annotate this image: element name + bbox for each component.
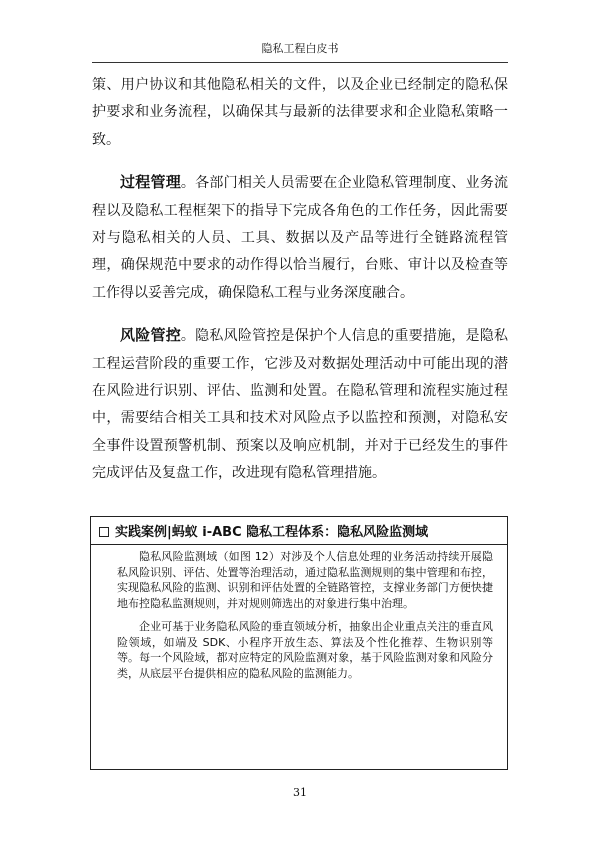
page-number: 31 [293, 786, 307, 799]
case-study-paragraph: 企业可基于业务隐私风险的垂直领域分析，抽象出企业重点关注的垂直风险领域，如端及 SDK、小程序开放生态、算法及个性化推荐、生物识别等等。每一个风险域，都对应特定的风险监测对象，基于风险监测对象和风险分类，从底层平台提供相应的隐私风险的监测能力。 [117, 620, 493, 680]
paragraph-text: 策、用户协议和其他隐私相关的文件，以及企业已经制定的隐私保护要求和业务流程，以确保其与最新的法律要求和企业隐私策略一致。 [92, 77, 508, 148]
case-study-content [91, 545, 507, 681]
paragraph-text: 。各部门相关人员需要在企业隐私管理制度、业务流程以及隐私工程框架下的指导下完成各角色的工作任务，因此需要对与隐私相关的人员、工具、数据以及产品等进行全链路流程管理，确保规范中要求的动作得以恰当履行，台账、审计以及检查等工作得以妥善完成，确保隐私工程与业务深度融合。 [92, 175, 508, 301]
term-process-management: 过程管理 [120, 173, 181, 192]
body-text [92, 72, 508, 488]
term-risk-control: 风险管控 [120, 326, 181, 345]
case-study-title-text: 实践案例|蚂蚁 i-ABC 隐私工程体系：隐私风险监测域 [115, 525, 429, 540]
running-header: 隐私工程白皮书 [92, 40, 508, 63]
case-study-paragraph: 隐私风险监测域（如图 12）对涉及个人信息处理的业务活动持续开展隐私风险识别、评估、处置等治理活动，通过隐私监测规则的集中管理和布控，实现隐私风险的监测、识别和评估处置的全链路管控，支撑业务部门方便快捷地布控隐私监测规则，并对规则筛选出的对象进行集中治理。 [117, 550, 493, 610]
paragraph-risk-control [92, 322, 508, 487]
case-study-box [90, 516, 508, 770]
checkbox-square-icon [99, 527, 109, 537]
paragraph-process-management [92, 169, 508, 307]
paragraph-text: 。隐私风险管控是保护个人信息的重要措施，是隐私工程运营阶段的重要工作，它涉及对数据处理活动中可能出现的潜在风险进行识别、评估、监测和处置。在隐私管理和流程实施过程中，需要结合相关工具和技术对风险点予以监控和预测，对隐私安全事件设置预警机制、预案以及响应机制，并对于已经发生的事件完成评估及复盘工作，改进现有隐私管理措施。 [92, 328, 508, 482]
paragraph-continued [92, 72, 508, 154]
case-study-title [91, 517, 507, 545]
